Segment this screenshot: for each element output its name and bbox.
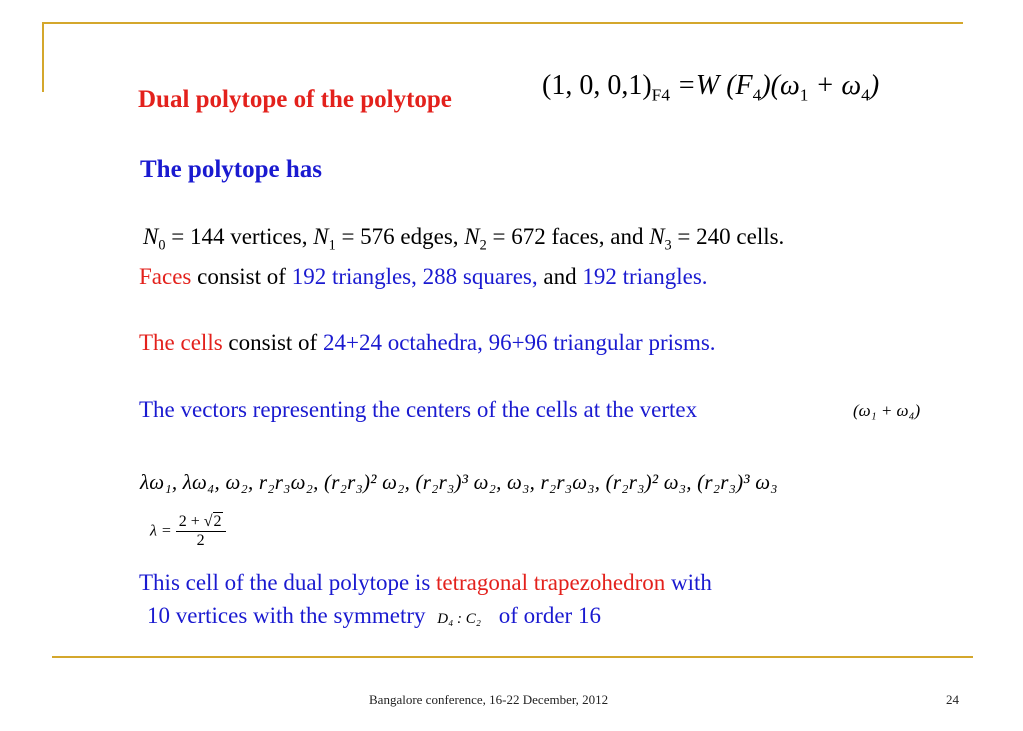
lambda-denominator: 2 <box>196 532 205 549</box>
section-heading: The polytope has <box>140 156 322 183</box>
dual-line1-a: This cell of the dual polytope is <box>139 570 437 595</box>
left-rule <box>42 22 44 92</box>
page-number: 24 <box>946 692 959 707</box>
lambda-definition <box>150 513 226 550</box>
bottom-rule <box>52 656 973 658</box>
n0-text: vertices, <box>224 224 314 249</box>
n2-text: faces, and <box>545 224 650 249</box>
title-formula-left: (1, 0, 0,1) <box>542 70 652 101</box>
n3-symbol: N <box>649 224 665 249</box>
slide-title <box>138 86 452 114</box>
title-formula-right-f: 4 <box>861 85 870 105</box>
counts-line <box>143 224 784 255</box>
vector-list: λω₁, λω₄, ω₂, r₂r₃ω₂, (r₂r₃)² ω₂, (r₂r₃)³ ω₂, ω₃, r₂r₃ω₃, (r₂r₃)² ω₃, (r₂r₃)³ ω₃ <box>140 470 778 494</box>
dual-line1-c: with <box>665 570 712 595</box>
lambda-numerator: 2 + √2 <box>176 513 226 532</box>
cells-mid: consist of <box>222 330 323 355</box>
n1-sub: 1 <box>328 237 336 254</box>
faces-last: 192 triangles. <box>582 264 708 289</box>
dual-cell-line1 <box>139 570 712 596</box>
title-formula <box>542 70 879 106</box>
lambda-fraction <box>176 513 226 550</box>
cells-list: 24+24 octahedra, 96+96 triangular prisms. <box>322 330 716 355</box>
n1-symbol: N <box>313 224 329 249</box>
n2-value: = 672 <box>486 224 546 249</box>
faces-list: 192 triangles, 288 squares, <box>291 264 538 289</box>
vectors-formula: (ω₁ + ω₄) <box>853 401 921 420</box>
n1-text: edges, <box>394 224 465 249</box>
dual-cell-line2 <box>147 603 601 629</box>
n2-sub: 2 <box>479 237 487 254</box>
n1-value: = 576 <box>335 224 395 249</box>
cells-line <box>139 330 716 356</box>
dual-line2-b: of order 16 <box>493 603 601 628</box>
title-formula-right-a: =W (F <box>677 70 753 101</box>
n2-symbol: N <box>464 224 480 249</box>
dual-line2-a: 10 vertices with the symmetry <box>147 603 432 628</box>
faces-line <box>139 264 708 290</box>
faces-lead: Faces <box>139 264 192 289</box>
n0-value: = 144 <box>165 224 225 249</box>
dual-line1-b: tetragonal trapezohedron <box>436 570 666 595</box>
title-formula-right-g: ) <box>869 70 880 101</box>
faces-and: and <box>537 264 583 289</box>
title-formula-sub2: 4 <box>661 85 670 105</box>
n0-sub: 0 <box>158 237 166 254</box>
lambda-lhs: λ = <box>150 522 172 540</box>
title-prefix: Dual polytope of the polytope <box>138 86 452 113</box>
faces-mid: consist of <box>191 264 292 289</box>
dual-line2-sym: D₄ : C₂ <box>437 611 482 627</box>
title-formula-right-d: 1 <box>799 85 809 105</box>
n3-text: cells. <box>730 224 785 249</box>
title-formula-sub: F <box>651 85 662 105</box>
top-rule <box>42 22 963 24</box>
footer-text: Bangalore conference, 16-22 December, 2012 <box>369 692 609 707</box>
title-formula-right-c: )(ω <box>761 70 800 101</box>
vectors-line: The vectors representing the centers of the cells at the vertex <box>139 397 698 422</box>
n0-symbol: N <box>143 224 159 249</box>
lambda-num-a: 2 + <box>178 513 204 530</box>
cells-lead: The cells <box>139 330 223 355</box>
n3-value: = 240 <box>671 224 731 249</box>
title-formula-right-e: + ω <box>808 70 862 101</box>
lambda-num-b: 2 <box>213 513 222 530</box>
title-formula-right-b: 4 <box>752 85 762 105</box>
n3-sub: 3 <box>664 237 672 254</box>
